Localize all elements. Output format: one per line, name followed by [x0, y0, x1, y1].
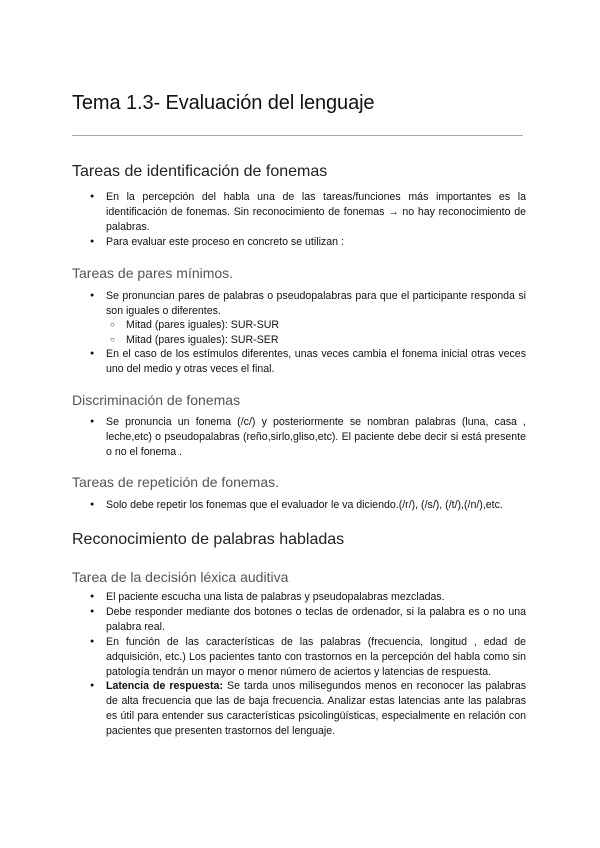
heading-identificacion-fonemas: Tareas de identificación de fonemas: [72, 163, 328, 180]
list-repeticion: [72, 498, 526, 513]
list-item: ● Solo debe repetir los fonemas que el evaluador le va diciendo.(/r/), (/s/), (/t/),(/n/),etc.: [72, 498, 526, 513]
list-pares-minimos: [72, 289, 526, 319]
list-item: ● En función de las características de las palabras (frecuencia, longitud , edad de adquisición, etc.) Los pacientes tanto con trastornos en la percepción del habla como sin patología tendrán un mayor o menor número de aciertos y latencias de respuesta.: [72, 635, 526, 680]
heading-repeticion-fonemas: Tareas de repetición de fonemas.: [72, 474, 280, 490]
page-title: Tema 1.3- Evaluación del lenguaje: [72, 92, 375, 114]
list-pares-minimos-2: [72, 347, 526, 377]
list-identificacion: [72, 190, 526, 250]
sub-list-item: ○ Mitad (pares iguales): SUR-SUR: [72, 318, 526, 333]
list-item: ● Para evaluar este proceso en concreto se utilizan :: [72, 235, 526, 250]
list-item: ● Se pronuncian pares de palabras o pseudopalabras para que el participante responda si son iguales o diferentes.: [72, 289, 526, 319]
list-item: ● Se pronuncia un fonema (/c/) y posteriormente se nombran palabras (luna, casa , leche,etc) o pseudopalabras (reño,sirlo,gliso,etc). El paciente debe decir si está presente o no el fonema .: [72, 415, 526, 460]
list-item: ● En la percepción del habla una de las tareas/funciones más importantes es la identificación de fonemas. Sin reconocimiento de fonemas → no hay reconocimiento de palabras.: [72, 190, 526, 235]
sublist-pares: [72, 318, 526, 348]
heading-discriminacion-fonemas: Discriminación de fonemas: [72, 392, 241, 408]
list-item: ● El paciente escucha una lista de palabras y pseudopalabras mezcladas.: [72, 590, 526, 605]
list-item: ● Latencia de respuesta: Se tarda unos milisegundos menos en reconocer las palabras de alta frecuencia que las de baja frecuencia. Analizar estas latencias ante las palabras es útil para entender sus características psicolingüísticas, especialmente en relación con pacientes que presenten trastornos del lenguaje.: [72, 679, 526, 739]
heading-pares-minimos: Tareas de pares mínimos.: [72, 265, 234, 281]
latencia-label: Latencia de respuesta:: [106, 680, 223, 693]
list-item: ● En el caso de los estímulos diferentes, unas veces cambia el fonema inicial otras veces uno del medio y otras veces el final.: [72, 347, 526, 377]
sub-list-item: ○ Mitad (pares iguales): SUR-SER: [72, 333, 526, 348]
list-discriminacion: [72, 415, 526, 460]
title-divider: [72, 135, 523, 136]
heading-reconocimiento-palabras: Reconocimiento de palabras habladas: [72, 531, 345, 548]
list-item: ● Debe responder mediante dos botones o teclas de ordenador, si la palabra es o no una palabra real.: [72, 605, 526, 635]
heading-decision-lexica: Tarea de la decisión léxica auditiva: [72, 569, 289, 585]
list-decision-lexica: [72, 590, 526, 739]
